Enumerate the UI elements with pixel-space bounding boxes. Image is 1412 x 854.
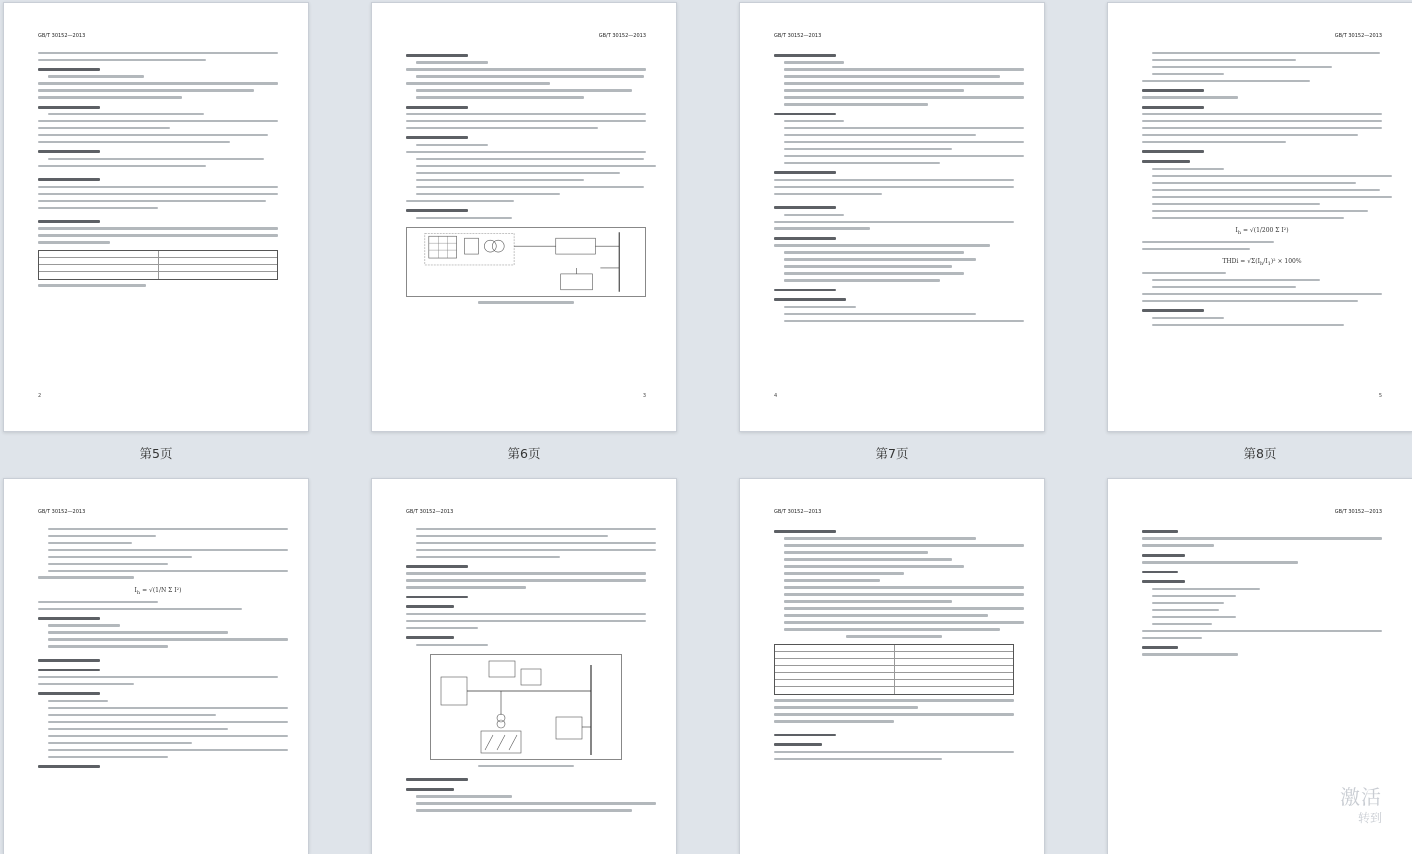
page-header: GB/T 30152—2013 <box>38 33 86 39</box>
page-thumbnail-8[interactable] <box>1107 2 1412 432</box>
page-label-6: 第6页 <box>507 446 541 461</box>
page-header: GB/T 30152—2013 <box>774 33 822 39</box>
page-thumbnail-5[interactable] <box>3 2 309 432</box>
page-body-text <box>1142 523 1382 656</box>
activation-watermark-sub: 转到 <box>1357 811 1382 825</box>
formula-2: THDi = $√\Sigma(I_h/I_1)^2 \times 100\%$ <box>1222 258 1302 268</box>
page-body-text <box>1142 47 1382 326</box>
page-thumbnail-11[interactable] <box>739 478 1045 854</box>
page-thumbnail-10[interactable] <box>371 478 677 854</box>
page-body-text <box>406 47 646 304</box>
page-thumbnail-7[interactable] <box>739 2 1045 432</box>
page-thumbnail-9[interactable] <box>3 478 309 854</box>
formula-1: $I_h = √(1/200$ Σ I²) <box>1235 226 1289 237</box>
load-mismatch-table <box>774 644 1014 695</box>
page-header: GB/T 30152—2013 <box>38 509 86 515</box>
page-number: 4 <box>774 393 778 399</box>
figure-operation-adaptability-diagram <box>406 227 646 297</box>
activation-watermark: 激活 <box>1340 785 1382 809</box>
page-header: GB/T 30152—2013 <box>1334 509 1382 515</box>
page-body-text <box>406 523 646 812</box>
page-thumbnail-6[interactable] <box>371 2 677 432</box>
page-label-7: 第7页 <box>875 446 909 461</box>
page-body-text <box>774 47 1014 322</box>
page-body-text <box>774 523 1014 760</box>
page-thumbnail-12[interactable] <box>1107 478 1412 854</box>
page-label-8: 第8页 <box>1243 446 1277 461</box>
page-header: GB/T 30152—2013 <box>598 33 646 39</box>
page-label-5: 第5页 <box>139 446 173 461</box>
page-header: GB/T 30152—2013 <box>774 509 822 515</box>
formula-3: $I_h = √(1/N$ Σ I²) <box>134 586 182 597</box>
page-number: 2 <box>38 393 42 399</box>
page-header: GB/T 30152—2013 <box>1334 33 1382 39</box>
page-number: 3 <box>642 393 646 399</box>
page-body-text <box>38 523 278 768</box>
measurement-accuracy-table <box>38 250 278 280</box>
page-header: GB/T 30152—2013 <box>406 509 454 515</box>
page-number: 5 <box>1378 393 1382 399</box>
page-body-text <box>38 47 278 287</box>
figure-anti-islanding-diagram <box>430 654 622 760</box>
